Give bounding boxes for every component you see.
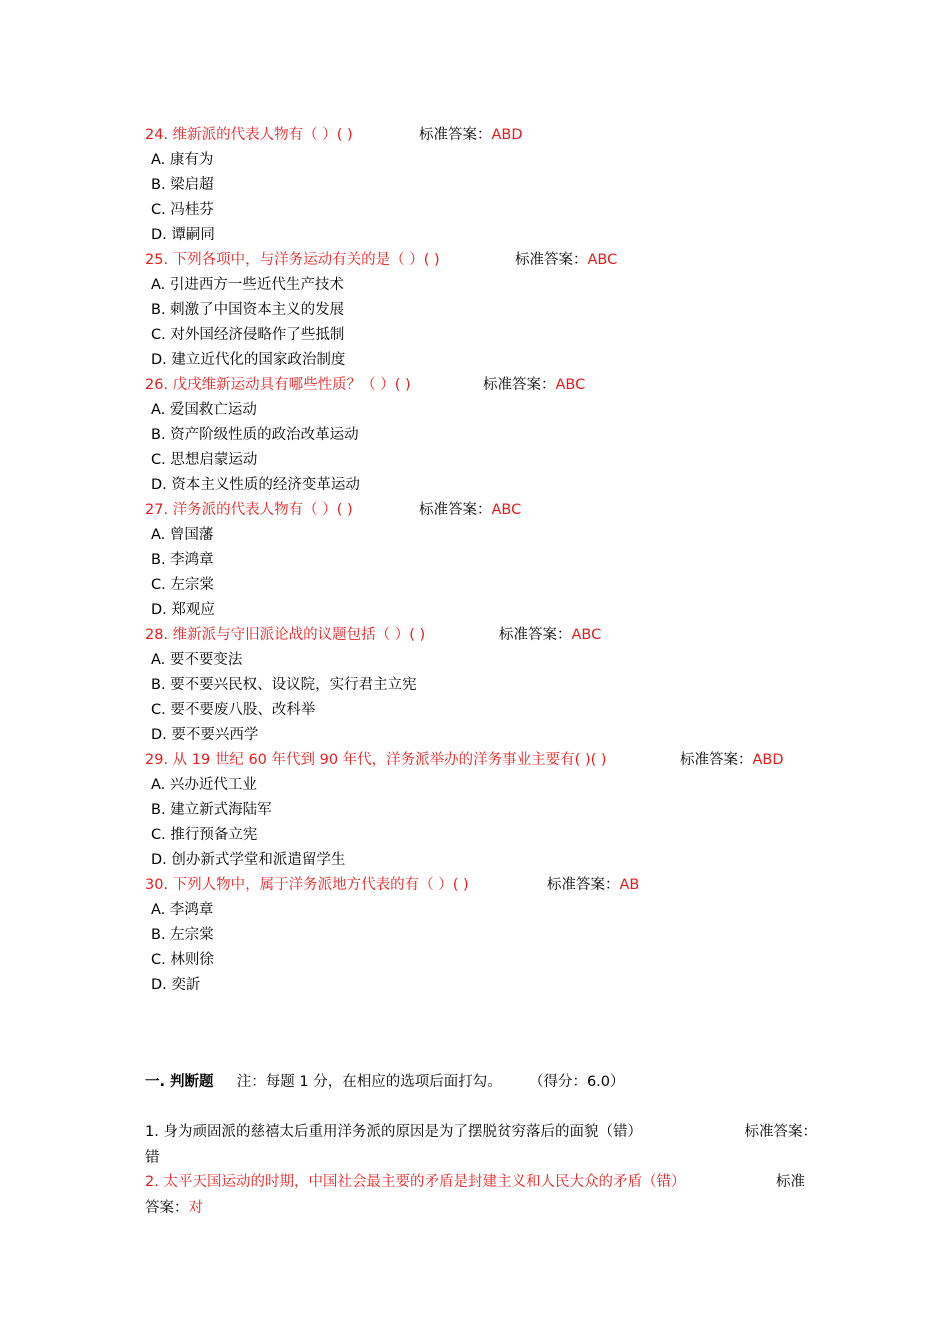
option-b: B. 左宗棠 xyxy=(151,927,214,943)
answer-label: 标准答案： xyxy=(547,877,620,893)
option-a: A. 李鸿章 xyxy=(151,902,214,918)
question-26 xyxy=(145,373,825,398)
section-note: 注：每题 1 分，在相应的选项后面打勾。 xyxy=(236,1074,502,1090)
option-d: D. 资本主义性质的经济变革运动 xyxy=(151,477,360,493)
question-24 xyxy=(145,123,825,148)
question-title: 30. 下列人物中，属于洋务派地方代表的有（ ）( ) xyxy=(145,877,469,893)
section-heading xyxy=(145,1071,625,1093)
judgement-text: 2. 太平天国运动的时期，中国社会最主要的矛盾是封建主义和人民大众的矛盾（错） xyxy=(145,1174,686,1190)
option-d: D. 谭嗣同 xyxy=(151,227,215,243)
option-d: D. 要不要兴西学 xyxy=(151,727,259,743)
option-a: A. 兴办近代工业 xyxy=(151,777,257,793)
option-b: B. 建立新式海陆军 xyxy=(151,802,272,818)
answer-value: AB xyxy=(619,877,640,893)
question-28 xyxy=(145,623,825,648)
section-title: 一. 判断题 xyxy=(145,1074,214,1090)
question-25 xyxy=(145,248,825,273)
option-b: B. 梁启超 xyxy=(151,177,214,193)
standard-answer xyxy=(499,623,601,648)
option-a: A. 爱国救亡运动 xyxy=(151,402,257,418)
option-d: D. 郑观应 xyxy=(151,602,215,618)
answer-value: ABC xyxy=(571,627,602,643)
judgement-2 xyxy=(145,1169,817,1221)
option-d: D. 创办新式学堂和派遣留学生 xyxy=(151,852,346,868)
answer-label: 标准答案： xyxy=(680,752,753,768)
option-c: C. 左宗棠 xyxy=(151,577,214,593)
standard-answer xyxy=(547,873,639,898)
answer-value: ABC xyxy=(587,252,618,268)
question-title: 24. 维新派的代表人物有（ ）( ) xyxy=(145,127,353,143)
answer-label-part2: 答案： xyxy=(145,1200,189,1216)
answer-value: ABD xyxy=(752,752,784,768)
answer-label: 标准答案： xyxy=(419,502,492,518)
question-title: 28. 维新派与守旧派论战的议题包括（ ）( ) xyxy=(145,627,426,643)
option-c: C. 要不要废八股、改科举 xyxy=(151,702,316,718)
option-b: B. 李鸿章 xyxy=(151,552,214,568)
answer-label-part1: 标准 xyxy=(776,1174,805,1190)
standard-answer xyxy=(483,373,585,398)
answer-label: 标准答案： xyxy=(419,127,492,143)
question-27 xyxy=(145,498,825,523)
question-title: 27. 洋务派的代表人物有（ ）( ) xyxy=(145,502,353,518)
judgement-text: 1. 身为顽固派的慈禧太后重用洋务派的原因是为了摆脱贫穷落后的面貌（错） xyxy=(145,1124,642,1140)
option-c: C. 推行预备立宪 xyxy=(151,827,258,843)
option-a: A. 要不要变法 xyxy=(151,652,243,668)
option-c: C. 思想启蒙运动 xyxy=(151,452,258,468)
standard-answer xyxy=(680,748,784,773)
option-c: C. 林则徐 xyxy=(151,952,214,968)
answer-value: 错 xyxy=(145,1150,160,1166)
option-a: A. 引进西方一些近代生产技术 xyxy=(151,277,344,293)
question-29 xyxy=(145,748,825,773)
question-list xyxy=(145,123,825,998)
answer-label: 标准答案： xyxy=(515,252,588,268)
question-title: 29. 从 19 世纪 60 年代到 90 年代，洋务派举办的洋务事业主要有( )( ) xyxy=(145,752,607,768)
option-c: C. 冯桂芬 xyxy=(151,202,214,218)
option-d: D. 建立近代化的国家政治制度 xyxy=(151,352,346,368)
standard-answer xyxy=(419,123,523,148)
answer-label: 标准答案： xyxy=(483,377,556,393)
answer-value: ABC xyxy=(491,502,522,518)
standard-answer xyxy=(419,498,521,523)
question-title: 25. 下列各项中，与洋务运动有关的是（ ）( ) xyxy=(145,252,440,268)
judgement-1 xyxy=(145,1119,817,1171)
answer-value: 对 xyxy=(188,1200,203,1216)
option-c: C. 对外国经济侵略作了些抵制 xyxy=(151,327,345,343)
option-a: A. 曾国藩 xyxy=(151,527,214,543)
standard-answer xyxy=(515,248,617,273)
answer-value: ABC xyxy=(555,377,586,393)
answer-label: 标准答案： xyxy=(744,1124,817,1140)
section-score: （得分：6.0） xyxy=(528,1074,625,1090)
answer-value: ABD xyxy=(491,127,523,143)
option-b: B. 资产阶级性质的政治改革运动 xyxy=(151,427,359,443)
option-a: A. 康有为 xyxy=(151,152,214,168)
option-b: B. 刺激了中国资本主义的发展 xyxy=(151,302,345,318)
question-title: 26. 戊戌维新运动具有哪些性质？（ ）( ) xyxy=(145,377,411,393)
answer-label: 标准答案： xyxy=(499,627,572,643)
question-30 xyxy=(145,873,825,898)
option-d: D. 奕訢 xyxy=(151,977,201,993)
option-b: B. 要不要兴民权、设议院，实行君主立宪 xyxy=(151,677,417,693)
